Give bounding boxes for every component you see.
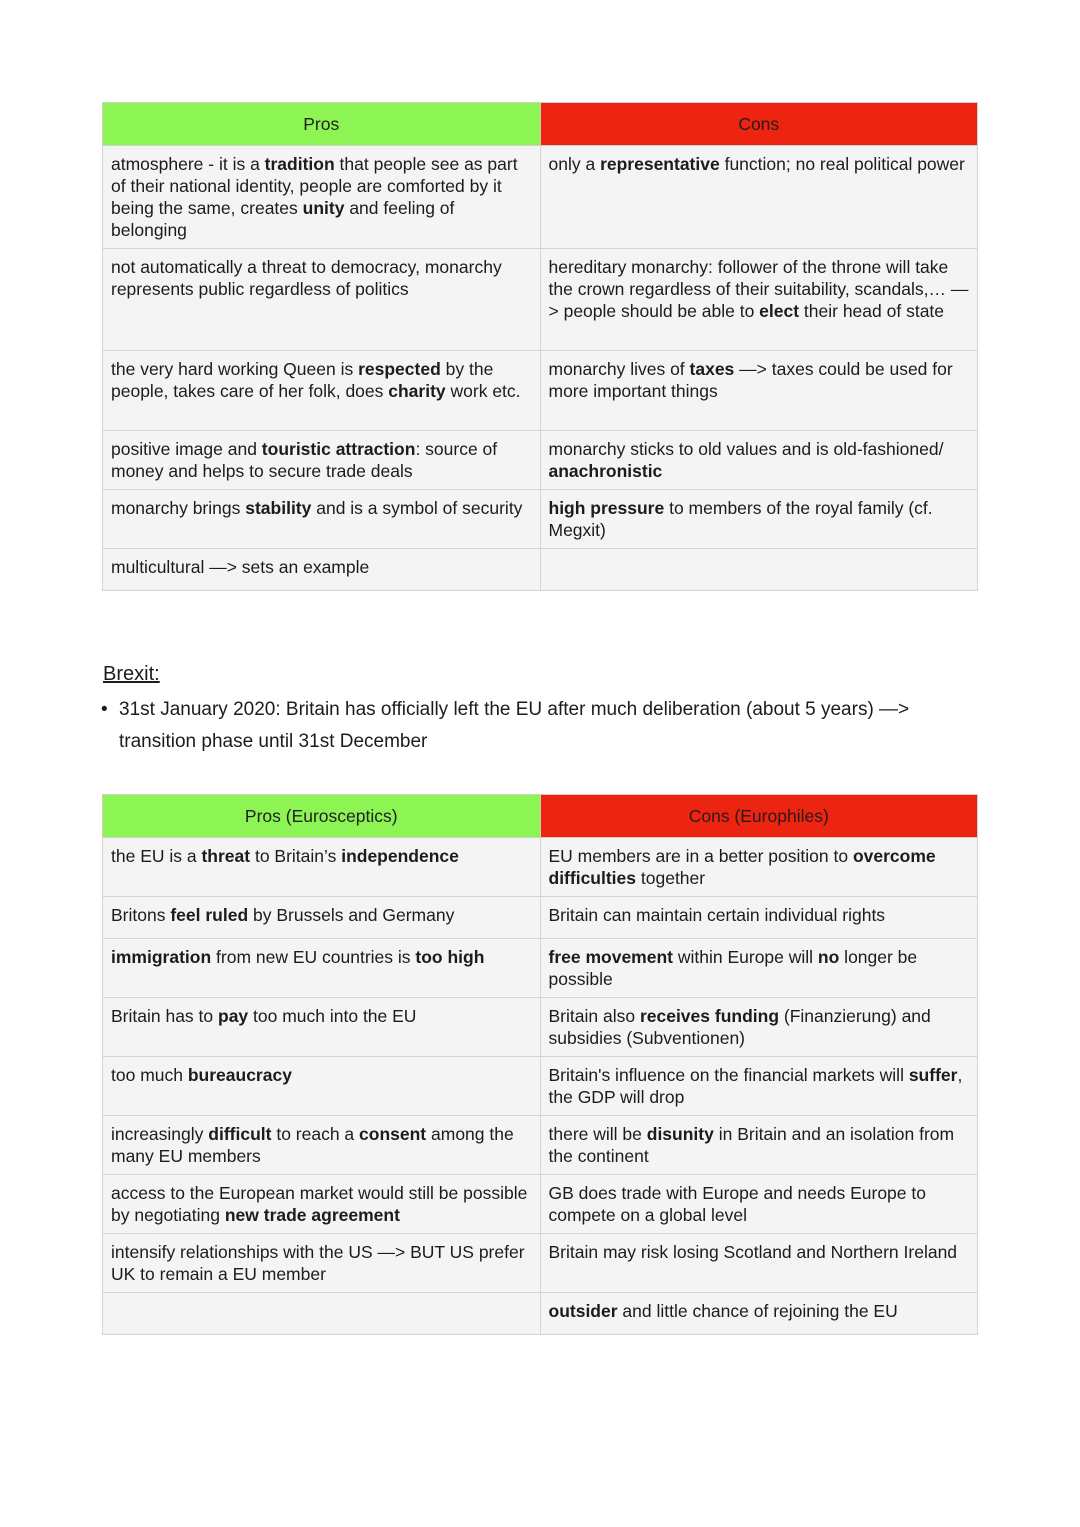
pros-eurosceptics-header: Pros (Eurosceptics) [103,795,541,838]
pros-cell [103,1293,541,1335]
cons-cell [540,146,978,249]
cell-text: among the many EU members [111,1124,514,1166]
cell-text: —> taxes could be used for more important things [548,359,953,401]
brexit-heading: Brexit: [103,663,160,685]
cell-text: access to the European market would still be possible by negotiating [111,1183,528,1225]
cell-text: monarchy lives of [548,359,690,379]
cell-text: Britain has to [111,1006,218,1026]
pros-cell [103,249,541,351]
pros-cell [103,1116,541,1175]
cons-cell [540,1116,978,1175]
table-row [103,1293,978,1335]
cell-text: there will be [548,1124,647,1144]
table-row [103,1234,978,1293]
table-row [103,897,978,939]
cons-header: Cons [540,103,978,146]
brexit-bullet-text: 31st January 2020: Britain has officially left the EU after much deliberation (about 5 years) —> transition phase until 31st December [119,699,910,752]
pros-cell [103,146,541,249]
table-row [103,146,978,249]
brexit-bullet [101,694,971,758]
emphasized-text: bureaucracy [187,1065,292,1085]
emphasized-text: consent [359,1124,427,1144]
pros-cell [103,490,541,549]
cell-text: the very hard working Queen is [111,359,359,379]
emphasized-text: no [817,947,840,967]
pros-cell [103,939,541,998]
emphasized-text: touristic attraction [261,439,416,459]
table-row [103,939,978,998]
table-row [103,549,978,591]
cell-text: , the GDP will drop [548,1065,963,1107]
cell-text: too much [111,1065,188,1085]
pros-cell [103,838,541,897]
cell-text: longer be possible [548,947,918,989]
emphasized-text: anachronistic [548,461,663,481]
pros-cell [103,1234,541,1293]
emphasized-text: charity [388,381,446,401]
emphasized-text: tradition [264,154,335,174]
pros-cell [103,351,541,431]
cell-text: to members of the royal family (cf. Megxit) [548,498,933,540]
cons-cell [540,490,978,549]
cell-text: work etc. [445,381,521,401]
cell-text: their head of state [799,301,945,321]
emphasized-text: pay [218,1006,249,1026]
monarchy-pros-cons-table [102,102,978,591]
table-row [103,1116,978,1175]
table-row [103,490,978,549]
table-row [103,249,978,351]
cell-text: too much into the EU [248,1006,417,1026]
bullet-marker: • [101,699,108,720]
emphasized-text: disunity [646,1124,714,1144]
cons-cell [540,998,978,1057]
cell-text: atmosphere - it is a [111,154,265,174]
cell-text: monarchy brings [111,498,246,518]
emphasized-text: threat [201,846,251,866]
emphasized-text: suffer [908,1065,958,1085]
emphasized-text: high pressure [548,498,665,518]
cell-text: by Brussels and Germany [248,905,455,925]
cell-text: the EU is a [111,846,202,866]
cons-cell [540,249,978,351]
emphasized-text: receives funding [639,1006,780,1026]
cell-text: that people see as part of their national identity, people are comforted by it being the same, creates [111,154,518,218]
table-row [103,838,978,897]
emphasized-text: outsider [548,1301,618,1321]
table-row [103,431,978,490]
emphasized-text: unity [302,198,345,218]
pros-cell [103,897,541,939]
cons-cell [540,1234,978,1293]
table-row [103,1175,978,1234]
emphasized-text: independence [341,846,459,866]
cell-text: to Britain’s [250,846,342,866]
emphasized-text: elect [759,301,800,321]
cons-cell [540,1057,978,1116]
cell-text: Britain may risk losing Scotland and Northern Ireland [548,1242,958,1262]
cell-text: hereditary monarchy: follower of the throne will take the crown regardless of their suitability, scandals,… —> people should be able to [548,257,969,321]
table-row [103,998,978,1057]
cell-text: and is a symbol of security [311,498,523,518]
emphasized-text: immigration [111,947,212,967]
cons-europhiles-header: Cons (Europhiles) [540,795,978,838]
cons-cell [540,897,978,939]
cell-text: to reach a [271,1124,360,1144]
cell-text: from new EU countries is [211,947,416,967]
table-row [103,351,978,431]
cell-text: together [636,868,706,888]
emphasized-text: respected [358,359,441,379]
pros-cell [103,431,541,490]
cell-text: intensify relationships with the US —> BUT US prefer UK to remain a EU member [111,1242,525,1284]
table-row [103,1057,978,1116]
cell-text: and little chance of rejoining the EU [617,1301,898,1321]
cons-cell [540,838,978,897]
cell-text: and feeling of belonging [111,198,455,240]
cons-cell [540,431,978,490]
cons-cell [540,549,978,591]
cons-cell [540,351,978,431]
table-header-row [103,795,978,838]
cell-text: within Europe will [673,947,818,967]
cell-text: EU members are in a better position to [548,846,853,866]
cell-text: function; no real political power [719,154,965,174]
cell-text: in Britain and an isolation from the continent [548,1124,955,1166]
emphasized-text: stability [245,498,312,518]
cell-text: Britons [111,905,171,925]
table-header-row [103,103,978,146]
cell-text: Britain's influence on the financial markets will [548,1065,909,1085]
pros-cell [103,998,541,1057]
cell-text: : source of money and helps to secure trade deals [111,439,498,481]
cell-text: by the people, takes care of her folk, does [111,359,494,401]
emphasized-text: taxes [689,359,735,379]
cell-text: Britain can maintain certain individual rights [548,905,886,925]
emphasized-text: representative [600,154,720,174]
cell-text: multicultural —> sets an example [111,557,370,577]
pros-cell [103,1175,541,1234]
brexit-pros-cons-table [102,794,978,1335]
emphasized-text: feel ruled [170,905,249,925]
emphasized-text: too high [415,947,485,967]
cell-text: Britain also [548,1006,640,1026]
cons-cell [540,1175,978,1234]
cell-text: positive image and [111,439,262,459]
pros-header: Pros [103,103,541,146]
emphasized-text: difficult [208,1124,272,1144]
cons-cell [540,939,978,998]
cell-text: monarchy sticks to old values and is old-fashioned/ [548,439,944,459]
cell-text: (Finanzierung) and subsidies (Subventionen) [548,1006,931,1048]
pros-cell [103,549,541,591]
cons-cell [540,1293,978,1335]
cell-text: increasingly [111,1124,209,1144]
emphasized-text: free movement [548,947,673,967]
emphasized-text: new trade agreement [224,1205,400,1225]
cell-text: GB does trade with Europe and needs Europe to compete on a global level [548,1183,926,1225]
cell-text: not automatically a threat to democracy, monarchy represents public regardless of politics [111,257,502,299]
cell-text: only a [548,154,601,174]
emphasized-text: overcome difficulties [548,846,936,888]
pros-cell [103,1057,541,1116]
